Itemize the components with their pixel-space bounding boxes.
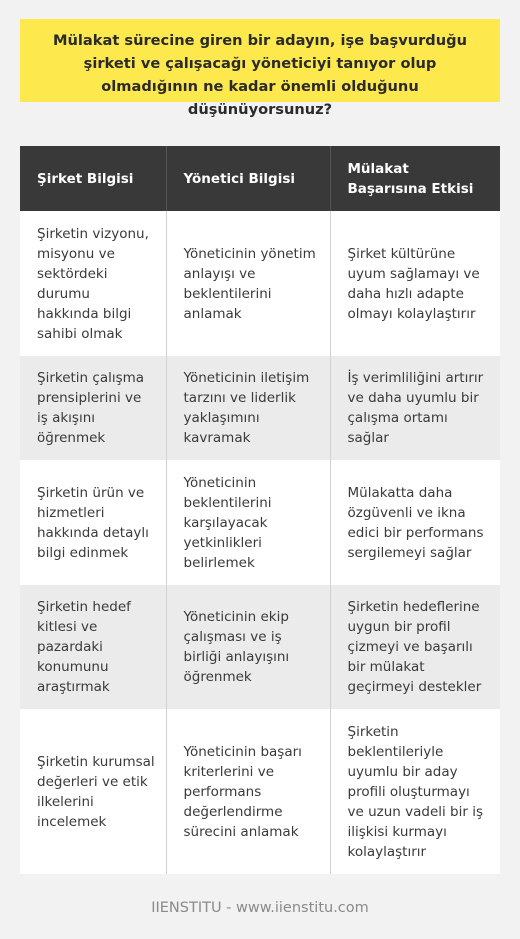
table-row — [20, 211, 500, 356]
cell-interview-impact: Şirket kültürüne uyum sağlamayı ve daha hızlı adapte olmayı kolaylaştırır — [330, 211, 500, 356]
table-row — [20, 356, 500, 460]
cell-manager-info: Yöneticinin ekip çalışması ve iş birliği anlayışını öğrenmek — [166, 585, 330, 709]
table-row — [20, 709, 500, 874]
header-manager-info: Yönetici Bilgisi — [166, 146, 330, 211]
cell-company-info: Şirketin hedef kitlesi ve pazardaki konumunu araştırmak — [20, 585, 166, 709]
comparison-table — [20, 146, 500, 874]
cell-manager-info: Yöneticinin başarı kriterlerini ve performans değerlendirme sürecini anlamak — [166, 709, 330, 874]
header-company-info: Şirket Bilgisi — [20, 146, 166, 211]
footer-credit: IIENSTITU - www.iienstitu.com — [151, 900, 369, 916]
cell-company-info: Şirketin ürün ve hizmetleri hakkında detaylı bilgi edinmek — [20, 460, 166, 585]
table-row — [20, 585, 500, 709]
question-banner — [20, 19, 500, 118]
cell-manager-info: Yöneticinin iletişim tarzını ve liderlik yaklaşımını kavramak — [166, 356, 330, 460]
cell-interview-impact: Mülakatta daha özgüvenli ve ikna edici bir performans sergilemeyi sağlar — [330, 460, 500, 585]
table-row — [20, 460, 500, 585]
cell-manager-info: Yöneticinin yönetim anlayışı ve beklentilerini anlamak — [166, 211, 330, 356]
cell-company-info: Şirketin vizyonu, misyonu ve sektördeki durumu hakkında bilgi sahibi olmak — [20, 211, 166, 356]
cell-interview-impact: İş verimliliğini artırır ve daha uyumlu bir çalışma ortamı sağlar — [330, 356, 500, 460]
question-text: Mülakat sürecine giren bir adayın, işe başvurduğu şirketi ve çalışacağı yöneticiyi tanıyor olup olmadığının ne kadar önemli olduğunu düşünüyorsunuz? — [53, 32, 467, 118]
cell-interview-impact: Şirketin hedeflerine uygun bir profil çizmeyi ve başarılı bir mülakat geçirmeyi destekler — [330, 585, 500, 709]
header-interview-impact: Mülakat Başarısına Etkisi — [330, 146, 500, 211]
cell-manager-info: Yöneticinin beklentilerini karşılayacak yetkinlikleri belirlemek — [166, 460, 330, 585]
cell-company-info: Şirketin çalışma prensiplerini ve iş akışını öğrenmek — [20, 356, 166, 460]
cell-company-info: Şirketin kurumsal değerleri ve etik ilkelerini incelemek — [20, 709, 166, 874]
cell-interview-impact: Şirketin beklentileriyle uyumlu bir aday profili oluşturmayı ve uzun vadeli bir iş ilişkisi kurmayı kolaylaştırır — [330, 709, 500, 874]
table-header-row — [20, 146, 500, 211]
